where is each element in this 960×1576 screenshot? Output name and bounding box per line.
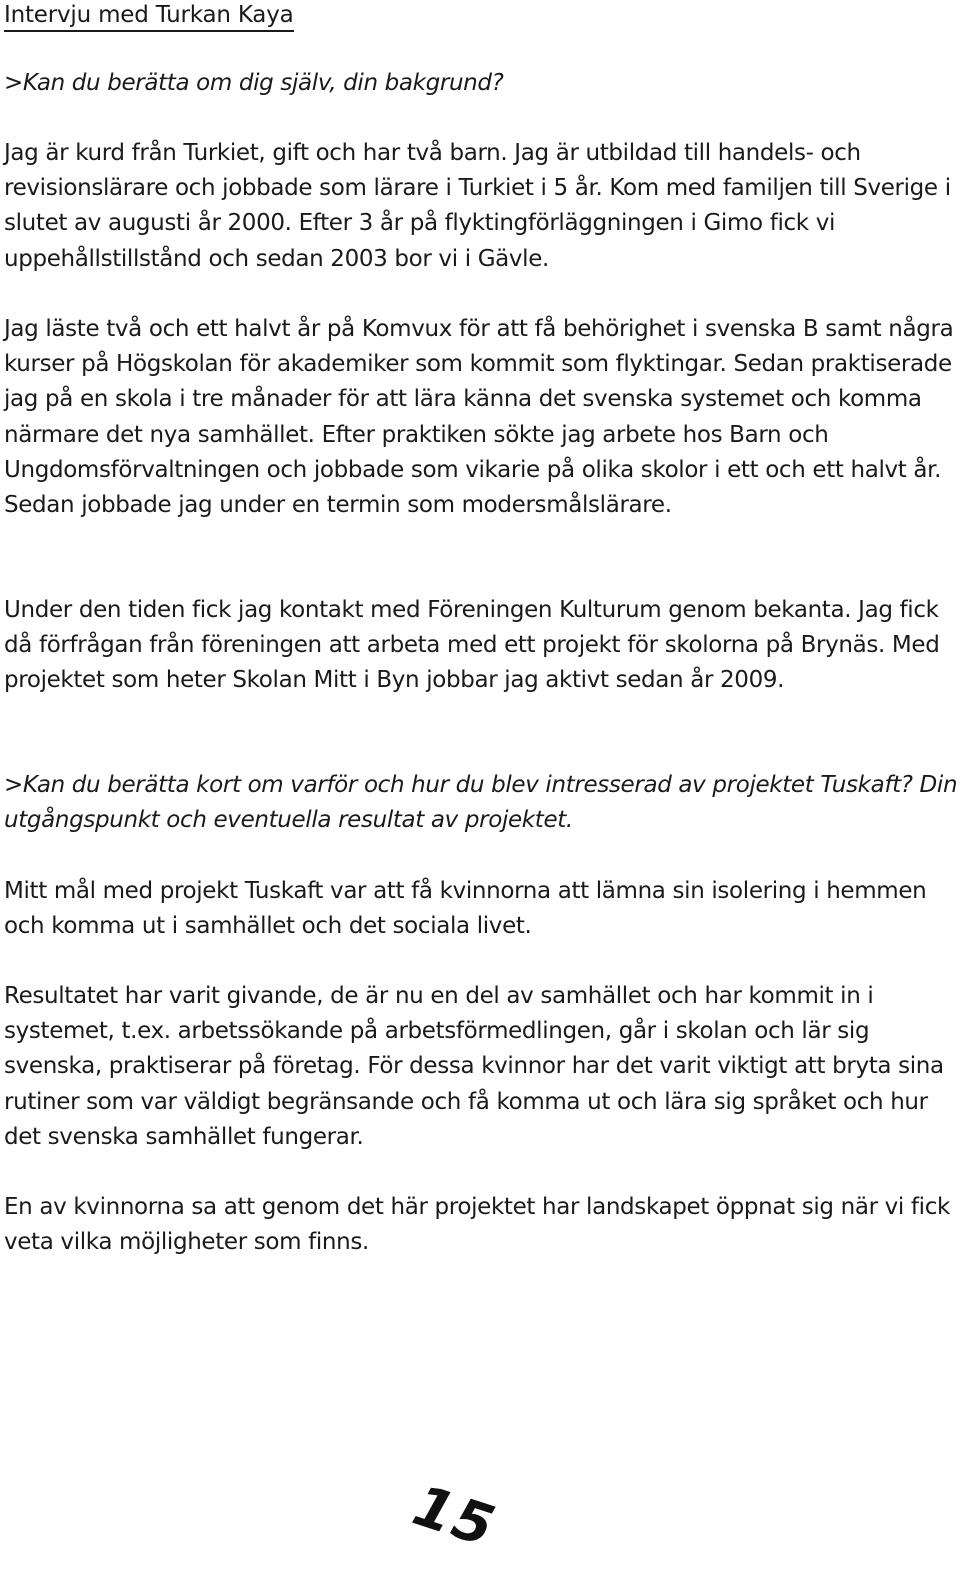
answer-paragraph-3: Under den tiden fick jag kontakt med Föreningen Kulturum genom bekanta. Jag fick då förfrågan från föreningen att arbeta med ett projekt för skolorna på Brynäs. Med projektet som heter Skolan Mitt i Byn jobbar jag aktivt sedan år 2009. — [4, 597, 940, 694]
interview-question-1: >Kan du berätta om dig själv, din bakgrund? — [4, 70, 504, 96]
answer-paragraph-4: Mitt mål med projekt Tuskaft var att få kvinnorna att lämna sin isolering i hemmen och komma ut i samhället och det sociala livet. — [4, 878, 927, 940]
document-title: Intervju med Turkan Kaya — [4, 0, 294, 32]
interview-question-2: >Kan du berätta kort om varför och hur du blev intresserad av projektet Tuskaft? Din utgångspunkt och eventuella resultat av projektet. — [4, 772, 958, 834]
page-number: 15 — [405, 1473, 504, 1561]
answer-paragraph-1: Jag är kurd från Turkiet, gift och har två barn. Jag är utbildad till handels- och revisionslärare och jobbade som lärare i Turkiet i 5 år. Kom med familjen till Sverige i slutet av augusti år 2000. Efter 3 år på flyktingförläggningen i Gimo fick vi uppehållstillstånd och sedan 2003 bor vi i Gävle. — [4, 140, 951, 272]
answer-paragraph-5: Resultatet har varit givande, de är nu en del av samhället och har kommit in i systemet, t.ex. arbetssökande på arbetsförmedlingen, går i skolan och lär sig svenska, praktiserar på företag. För dessa kvinnor har det varit viktigt att bryta sina rutiner som var väldigt begränsande och få komma ut och lära sig språket och hur det svenska samhället fungerar. — [4, 983, 944, 1150]
answer-paragraph-6: En av kvinnorna sa att genom det här projektet har landskapet öppnat sig när vi fick veta vilka möjligheter som finns. — [4, 1194, 950, 1256]
answer-paragraph-2: Jag läste två och ett halvt år på Komvux för att få behörighet i svenska B samt några kurser på Högskolan för akademiker som kommit som flyktingar. Sedan praktiserade jag på en skola i tre månader för att lära känna det svenska systemet och komma närmare det nya samhället. Efter praktiken sökte jag arbete hos Barn och Ungdomsförvaltningen och jobbade som vikarie på olika skolor i ett och ett halvt år. Sedan jobbade jag under en termin som modersmålslärare. — [4, 316, 954, 519]
